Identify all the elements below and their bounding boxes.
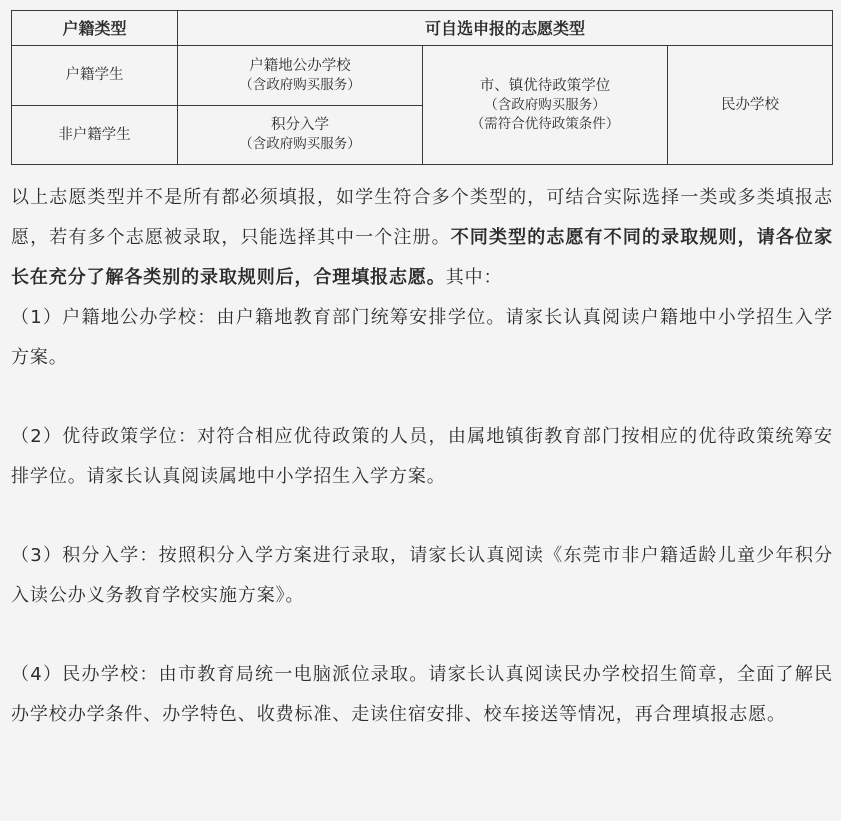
cell-line: 积分入学 (271, 117, 329, 133)
cell-note: （含政府购买服务） (239, 76, 361, 93)
item-paragraph: （3）积分入学：按照积分入学方案进行录取，请家长认真阅读《东莞市非户籍适龄儿童少年积分入读公办义务教育学校实施方案》。 (11, 545, 833, 606)
header-household-type: 户籍类型 (12, 11, 178, 46)
cell-private-school: 民办学校 (668, 46, 833, 165)
spacer (11, 378, 833, 417)
intro-paragraph (11, 178, 833, 298)
cell-local-public-school (178, 46, 423, 106)
intro-text: 以上志愿类型并不是所有都必须填报，如学生符合多个类型的，可结合实际选择一类或多类填报志愿，若有多个志愿被录取，只能选择其中一个注册。 (11, 187, 833, 248)
cell-points-admission (178, 106, 423, 165)
cell-note: （需符合优待政策条件） (470, 115, 620, 132)
row-label-nonlocal: 非户籍学生 (12, 106, 178, 165)
intro-bold-notice: 不同类型的志愿有不同的录取规则，请各位家长在充分了解各类别的录取规则后，合理填报志愿。 (11, 227, 834, 288)
cell-line: 市、镇优待政策学位 (479, 77, 611, 94)
header-selectable-types: 可自选申报的志愿类型 (178, 11, 833, 46)
intro-tail: 其中： (445, 267, 503, 288)
table-header-row (12, 11, 833, 46)
table-row (12, 46, 833, 106)
item-paragraph: （1）户籍地公办学校：由户籍地教育部门统筹安排学位。请家长认真阅读户籍地中小学招生入学方案。 (11, 307, 833, 368)
item-paragraph: （2）优待政策学位：对符合相应优待政策的人员，由属地镇街教育部门按相应的优待政策统筹安排学位。请家长认真阅读属地中小学招生入学方案。 (11, 426, 833, 487)
article-body (11, 178, 833, 735)
cell-note: （含政府购买服务） (239, 136, 361, 152)
cell-preferential-policy (423, 46, 668, 165)
cell-line: 户籍地公办学校 (249, 57, 351, 74)
spacer (11, 616, 833, 655)
row-label-local: 户籍学生 (12, 46, 178, 106)
spacer (11, 497, 833, 536)
volunteer-type-table (11, 10, 832, 165)
item-paragraph: （4）民办学校：由市教育局统一电脑派位录取。请家长认真阅读民办学校招生简章，全面了解民办学校办学条件、办学特色、收费标准、走读住宿安排、校车接送等情况，再合理填报志愿。 (11, 664, 833, 725)
cell-note: （含政府购买服务） (484, 96, 606, 113)
choice-table (11, 10, 833, 165)
